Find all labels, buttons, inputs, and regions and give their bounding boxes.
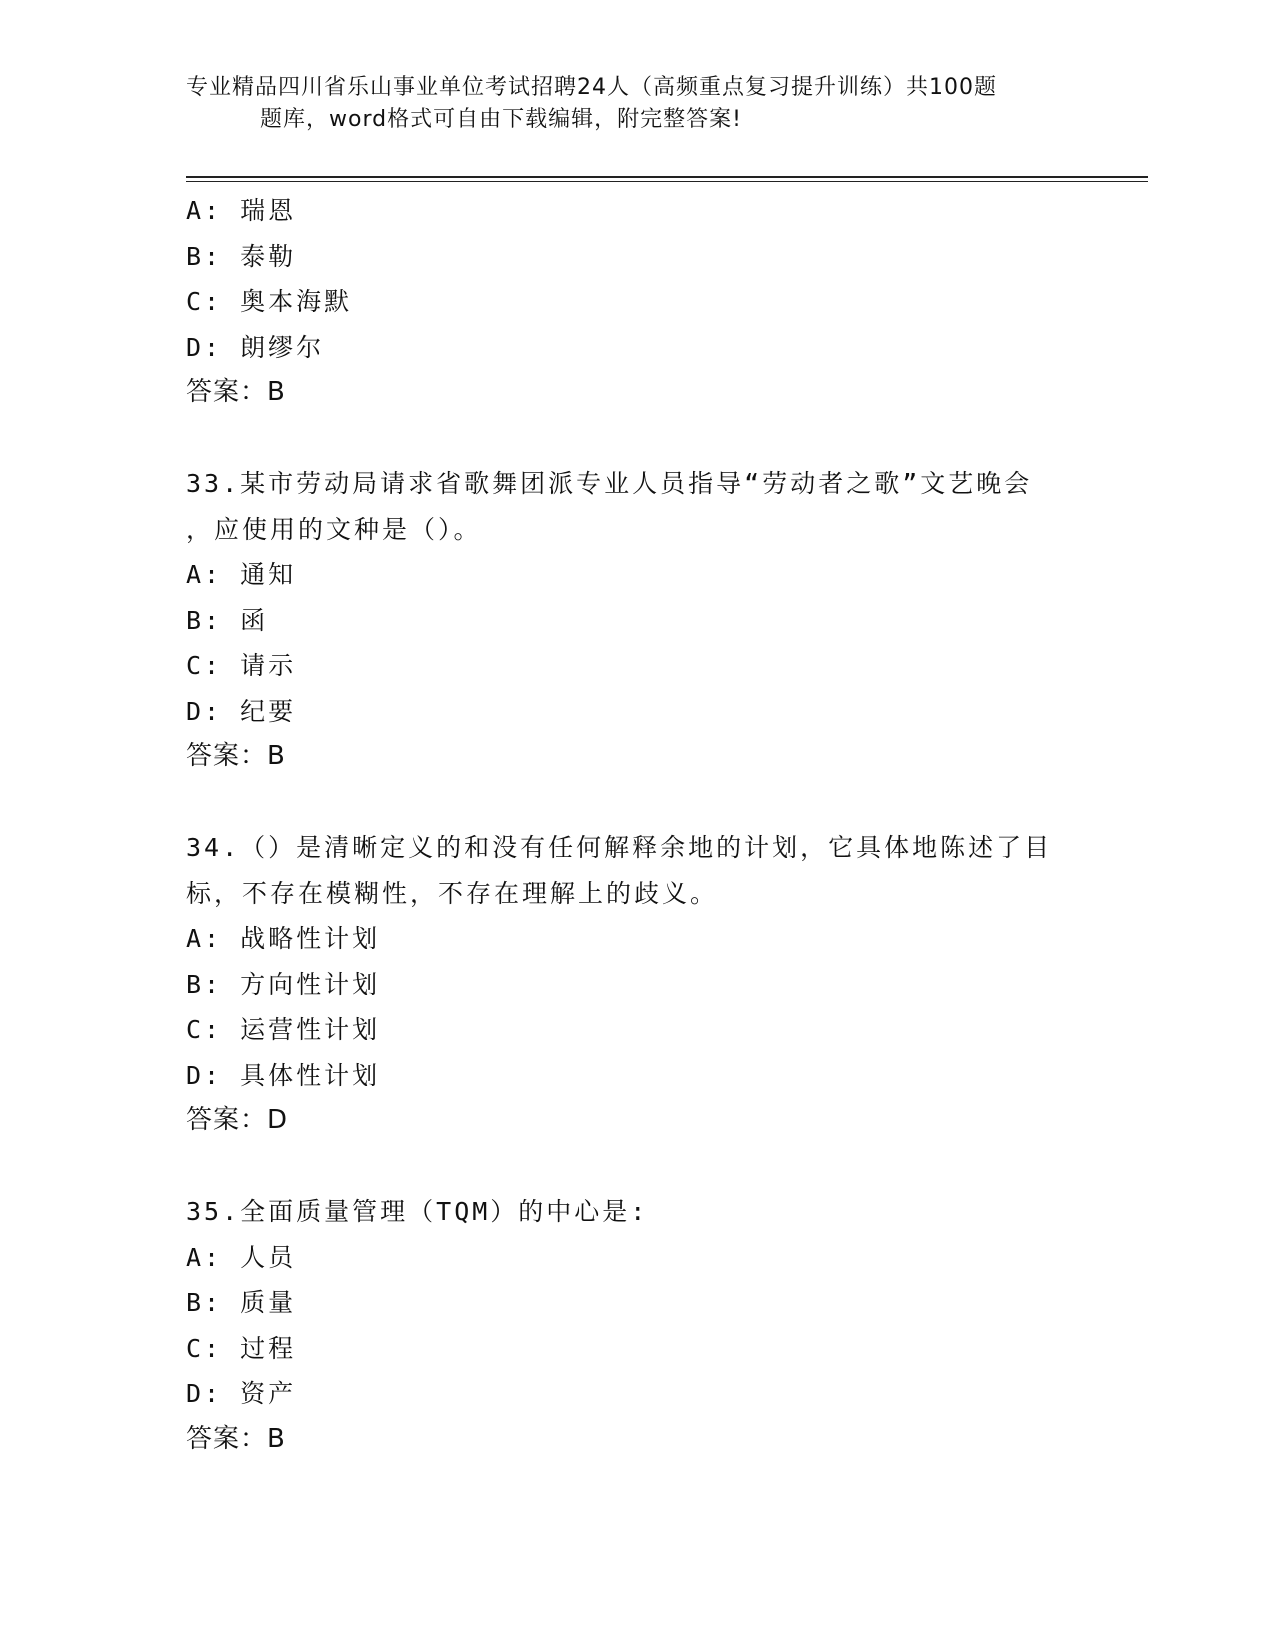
spacer [186, 1144, 1086, 1190]
document-header [186, 72, 1086, 136]
question-text-line2: ，应使用的文种是（）。 [186, 514, 482, 544]
question-text-line1: 33.某市劳动局请求省歌舞团派专业人员指导“劳动者之歌”文艺晚会 [186, 469, 1033, 498]
option-d: D: 朗缪尔 [186, 332, 325, 362]
option-b: B: 方向性计划 [186, 969, 381, 999]
header-rule-thin [186, 181, 1148, 182]
question-text-line1: 35.全面质量管理（TQM）的中心是: [186, 1197, 649, 1226]
answer: 答案：B [186, 741, 286, 771]
spacer [186, 416, 1086, 462]
header-rule-thick [186, 176, 1148, 178]
question-32 [186, 188, 1086, 416]
option-c: C: 运营性计划 [186, 1015, 381, 1044]
option-b: B: 质量 [186, 1288, 297, 1317]
option-b: B: 函 [186, 605, 269, 635]
answer: 答案：B [186, 377, 286, 407]
question-list [186, 188, 1086, 1462]
header-title-line1: 专业精品四川省乐山事业单位考试招聘24人（高频重点复习提升训练）共100题 [186, 75, 997, 100]
question-text-line2: 标，不存在模糊性，不存在理解上的歧义。 [186, 878, 719, 908]
spacer [186, 780, 1086, 826]
option-a: A: 瑞恩 [186, 196, 297, 225]
option-b: B: 泰勒 [186, 241, 297, 271]
option-a: A: 通知 [186, 560, 297, 589]
option-c: C: 请示 [186, 651, 297, 680]
question-34 [186, 825, 1086, 1144]
question-35 [186, 1189, 1086, 1462]
header-title-line2: 题库，word格式可自由下载编辑，附完整答案! [260, 107, 742, 132]
option-a: A: 战略性计划 [186, 924, 381, 953]
option-d: D: 资产 [186, 1379, 297, 1408]
option-a: A: 人员 [186, 1242, 297, 1272]
option-c: C: 奥本海默 [186, 287, 353, 316]
answer: 答案：D [186, 1105, 289, 1135]
option-d: D: 具体性计划 [186, 1060, 381, 1090]
option-d: D: 纪要 [186, 696, 297, 726]
answer: 答案：B [186, 1423, 286, 1454]
option-c: C: 过程 [186, 1333, 297, 1363]
question-33 [186, 461, 1086, 780]
question-text-line1: 34.（）是清晰定义的和没有任何解释余地的计划，它具体地陈述了目 [186, 833, 1053, 862]
